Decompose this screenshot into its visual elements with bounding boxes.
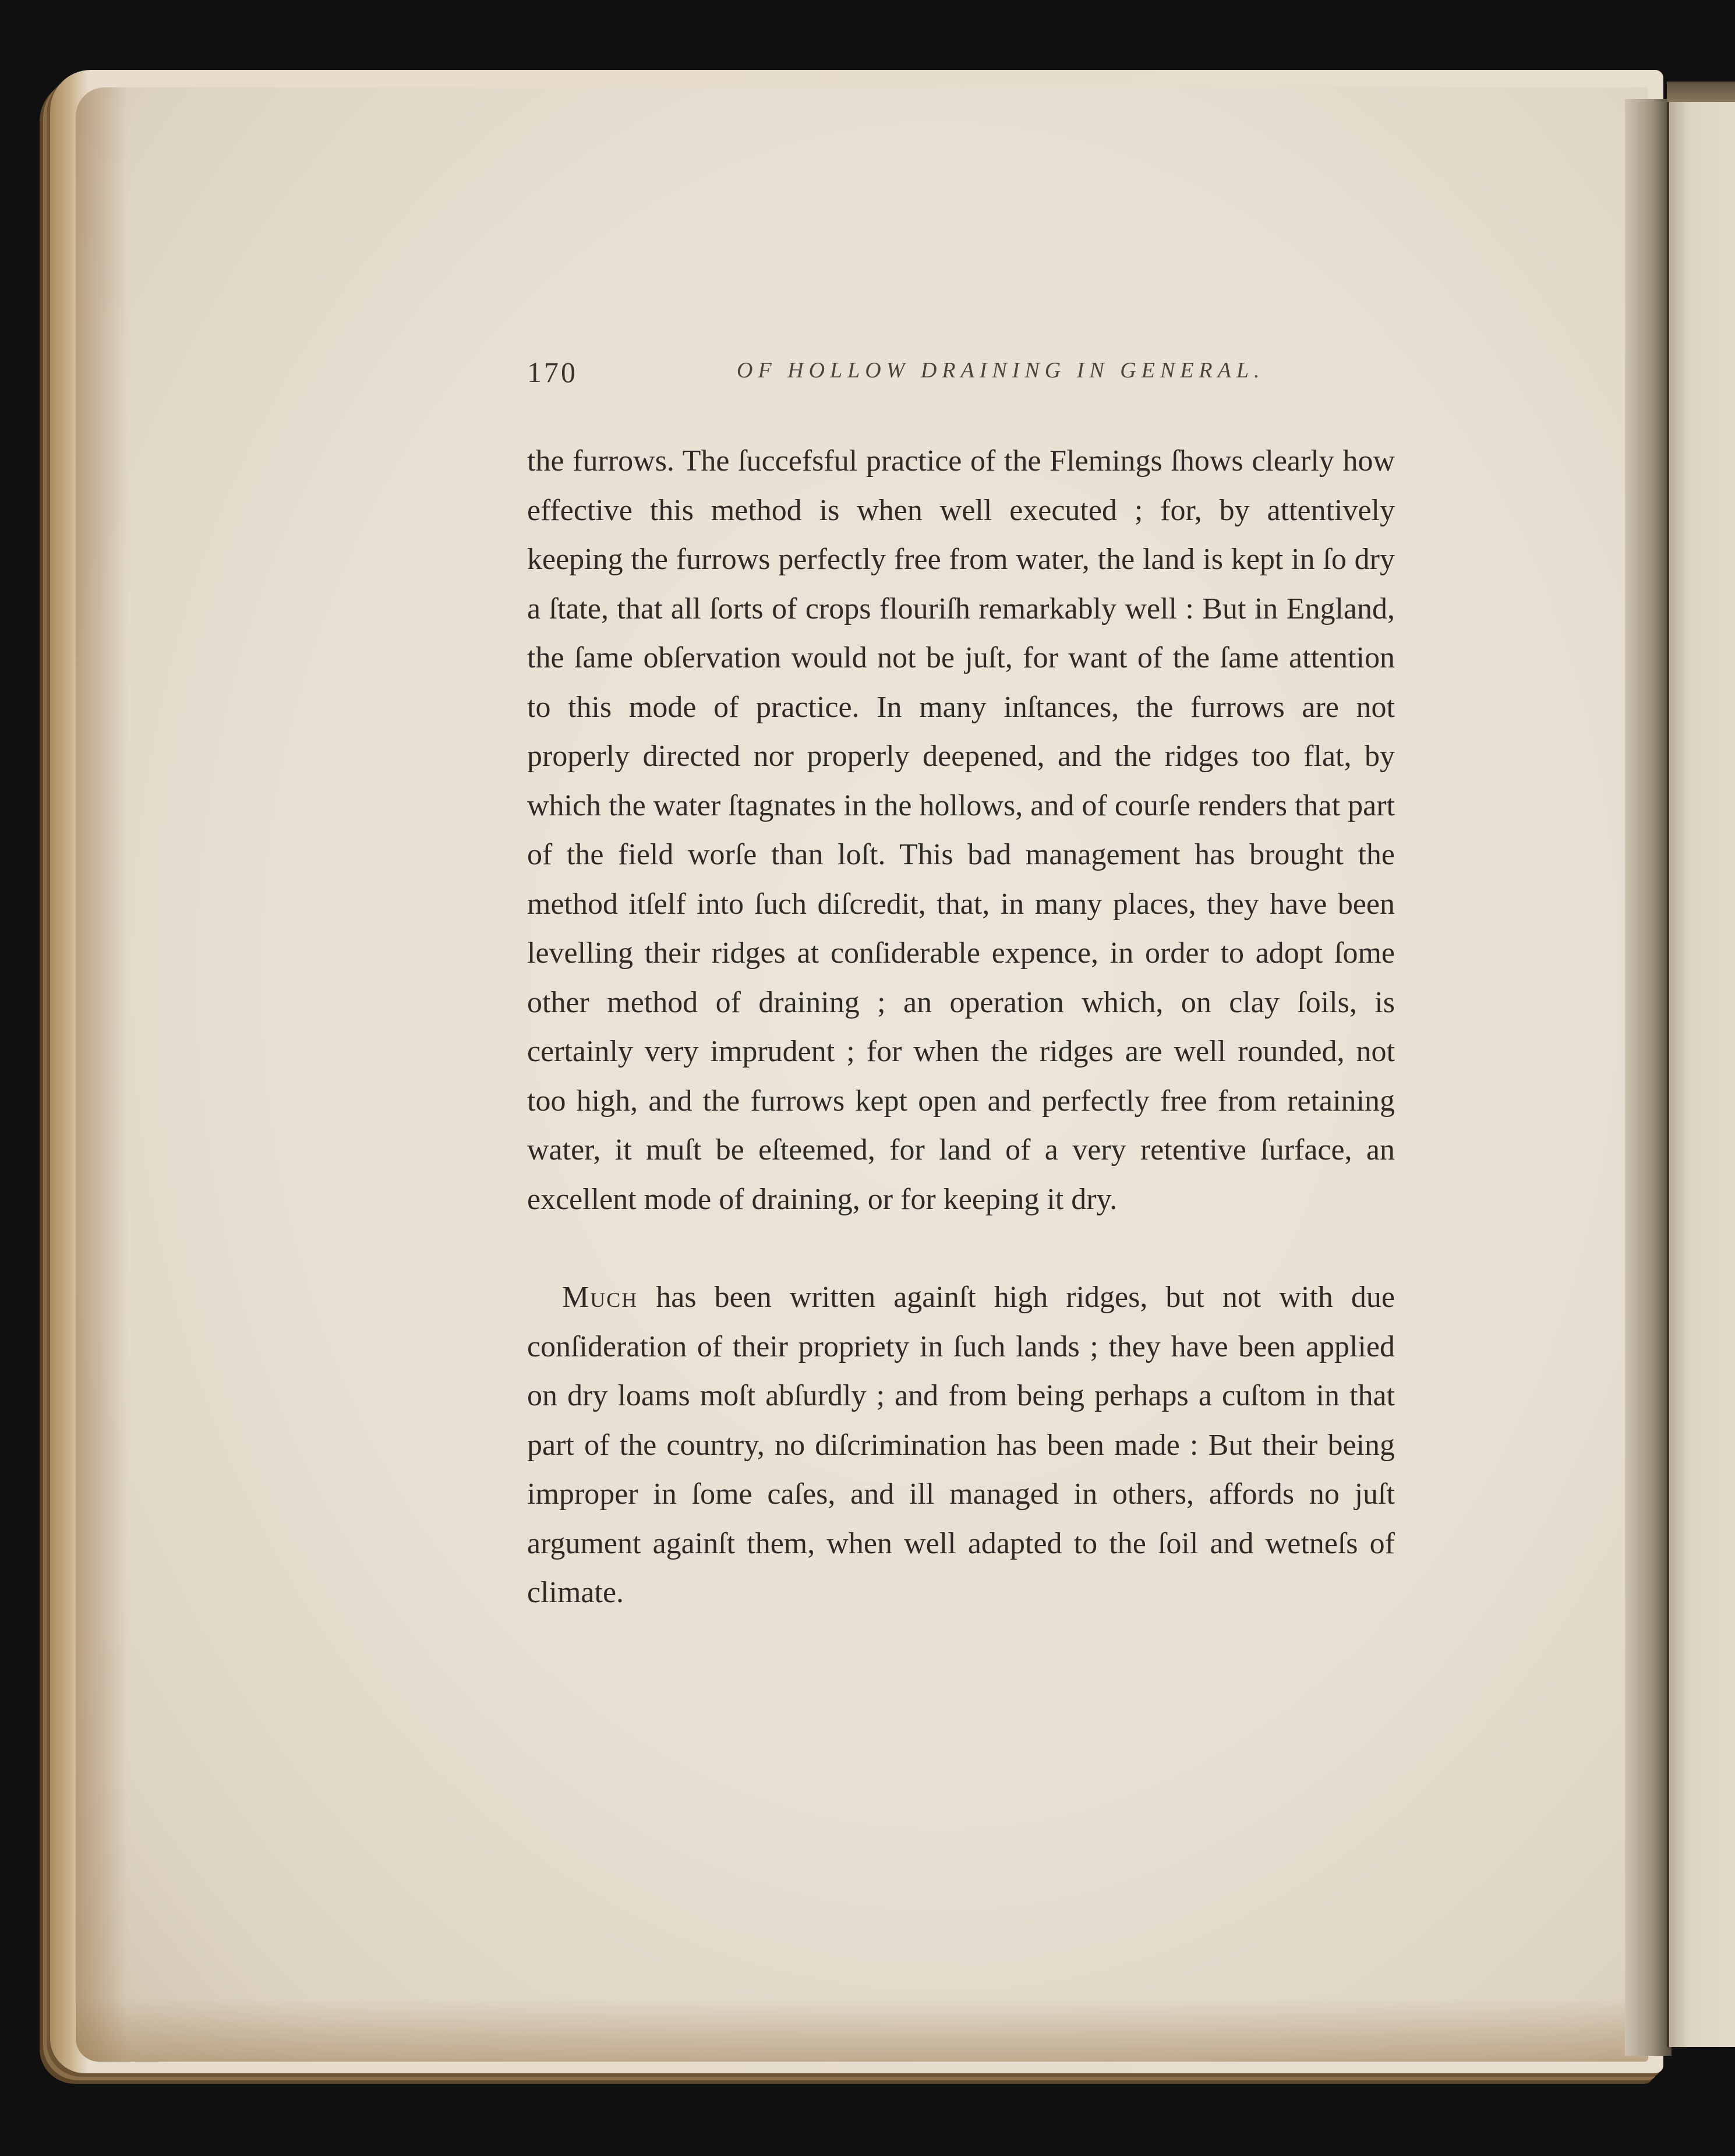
paragraph-1 [527, 437, 1395, 1224]
running-head-title: OF HOLLOW DRAINING IN GENERAL. [737, 358, 1265, 383]
page-foxing-bottom [76, 1998, 1648, 2062]
paragraph-2-lead: Much [562, 1281, 638, 1314]
facing-page-edge [1667, 82, 1735, 105]
page-number: 170 [527, 356, 578, 388]
book-gutter [1625, 99, 1672, 2056]
body-text [527, 437, 1395, 1618]
paragraph-1-text: the furrows. The ſuccefsful practice of the Flemings ſhows clearly how effective this method is when well executed ; for, by attentively keeping the furrows perfectly free from water, the land is kept in ſo dry a ſtate, that all ſorts of crops flouriſh remarkably well : But in England, the ſame obſervation would not be juſt, for want of the ſame attention to this mode of practice. In many inſtances, the furrows are not properly directed nor properly deepened, and the ridges too flat, by which the water ſtagnates in the hollows, and of courſe renders that part of the field worſe than loſt. This bad management has brought the method itſelf into ſuch diſcredit, that, in many places, they have been levelling their ridges at conſiderable expence, in order to adopt ſome other method of draining ; an operation which, on clay ſoils, is certainly very imprudent ; for when the ridges are well rounded, not too high, and the furrows kept open and perfectly free from retaining water, it muſt be eſteemed, for land of a very retentive ſurface, an excellent mode of draining, or for keeping it dry. [527, 444, 1395, 1216]
facing-page [1667, 102, 1735, 2047]
running-head [527, 355, 1395, 396]
paragraph-2-text: has been written againſt high ridges, but not with due conſideration of their propriety in ſuch lands ; they have been applied on dry loams moſt abſurdly ; and from being perhaps a cuſtom in that part of the country, no diſcrimination has been made : But their being improper in ſome caſes, and ill managed in others, affords no juſt argument againſt them, when well adapted to the ſoil and wetneſs of climate. [527, 1281, 1395, 1609]
page-foxing-left [76, 87, 128, 2062]
paragraph-2 [527, 1273, 1395, 1618]
